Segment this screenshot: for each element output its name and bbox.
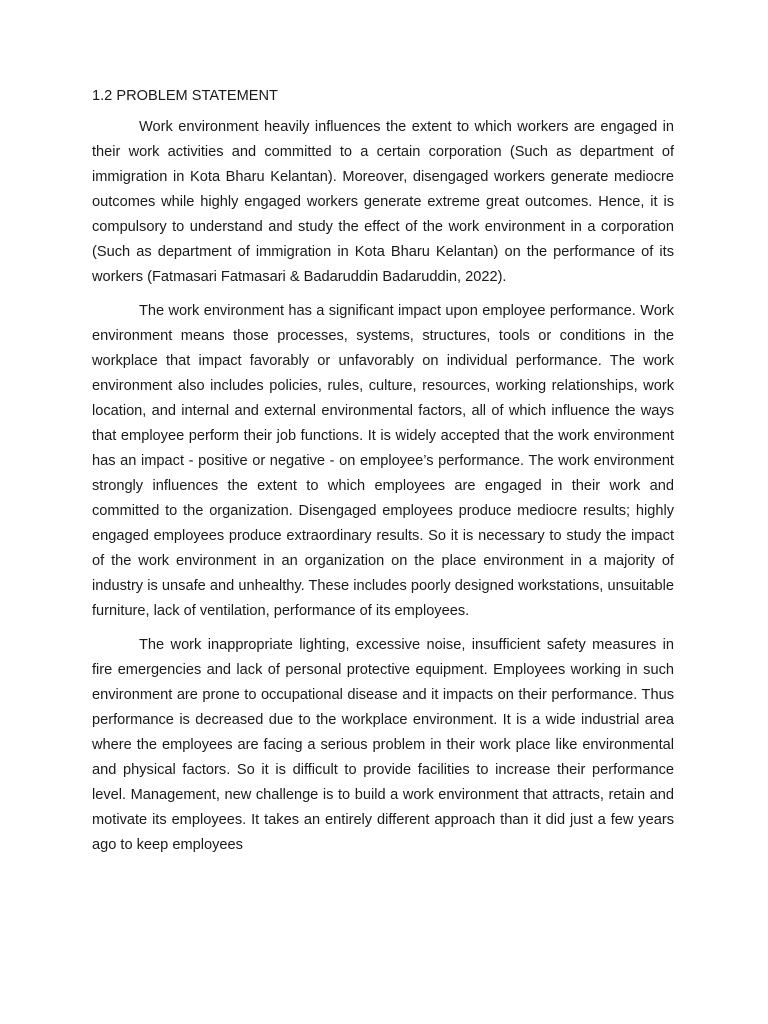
paragraph-3: The work inappropriate lighting, excessive noise, insufficient safety measures in fire emergencies and lack of personal protective equipment. Employees working in such environment are prone to occupational disease and it impacts on their performance. Thus performance is decreased due to the workplace environment. It is a wide industrial area where the employees are facing a serious problem in their work place like environmental and physical factors. So it is difficult to provide facilities to increase their performance level. Management, new challenge is to build a work environment that attracts, retain and motivate its employees. It takes an entirely different approach than it did just a few years ago to keep employees — [92, 637, 674, 853]
section-heading: 1.2 PROBLEM STATEMENT — [92, 88, 278, 104]
document-body — [92, 86, 674, 867]
paragraph-2: The work environment has a significant impact upon employee performance. Work environment means those processes, systems, structures, tools or conditions in the workplace that impact favorably or unfavorably on individual performance. The work environment also includes policies, rules, culture, resources, working relationships, work location, and internal and external environmental factors, all of which influence the ways that employee perform their job functions. It is widely accepted that the work environment has an impact - positive or negative - on employee’s performance. The work environment strongly influences the extent to which employees are engaged in their work and committed to the organization. Disengaged employees produce mediocre results; highly engaged employees produce extraordinary results. So it is necessary to study the impact of the work environment in an organization on the place environment in a majority of industry is unsafe and unhealthy. These includes poorly designed workstations, unsuitable furniture, lack of ventilation, performance of its employees. — [92, 303, 674, 619]
paragraph-1: Work environment heavily influences the extent to which workers are engaged in their work activities and committed to a certain corporation (Such as department of immigration in Kota Bharu Kelantan). Moreover, disengaged workers generate mediocre outcomes while highly engaged workers generate extreme great outcomes. Hence, it is compulsory to understand and study the effect of the work environment in a corporation (Such as department of immigration in Kota Bharu Kelantan) on the performance of its workers (Fatmasari Fatmasari & Badaruddin Badaruddin, 2022). — [92, 119, 674, 285]
